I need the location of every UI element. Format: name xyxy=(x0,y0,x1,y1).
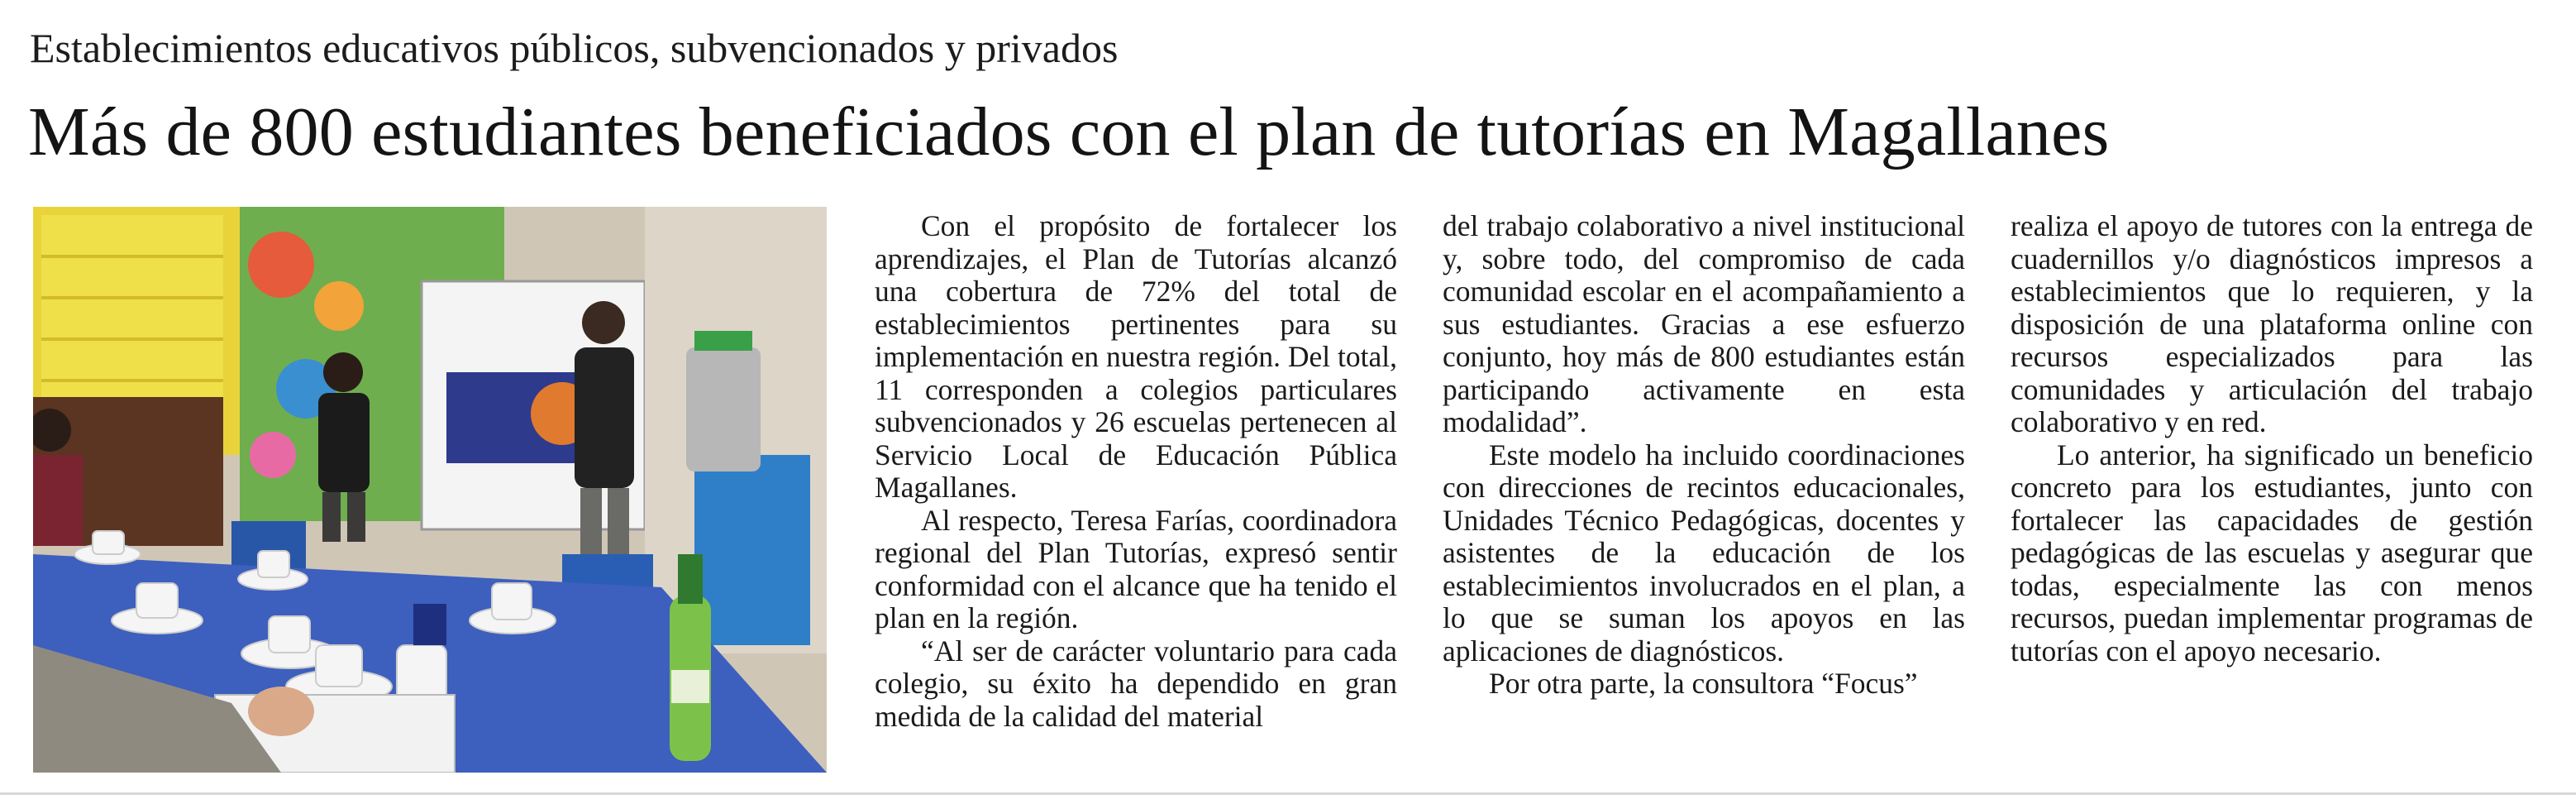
paragraph: realiza el apoyo de tutores con la entrega de cuadernillos y/o diagnósticos impresos a establecimientos que lo requieren, y la disposición de una plataforma online con recursos especializados para las comunidades y articulación del trabajo colaborativo y en red. xyxy=(2011,209,2533,438)
paragraph: Por otra parte, la consultora “Focus” xyxy=(1489,667,1918,700)
bottom-divider xyxy=(0,792,2576,795)
article-column-1 xyxy=(875,210,1397,733)
article-column-2 xyxy=(1443,210,1965,701)
paragraph: Este modelo ha incluido coordinaciones con direcciones de recintos educacionales, Unidades Técnico Pedagógicas, docentes y asistentes de la educación de los establecimientos involucrados en el plan, a lo que se suman los apoyos en las aplicaciones de diagnósticos. xyxy=(1443,438,1965,668)
classroom-photo-icon xyxy=(33,207,827,773)
article-column-3 xyxy=(2011,210,2533,668)
paragraph: “Al ser de carácter voluntario para cada colegio, su éxito ha dependido en gran medida de la calidad del material xyxy=(875,634,1397,733)
paragraph: Lo anterior, ha significado un beneficio concreto para los estudiantes, junto con fortalecer las capacidades de gestión pedagógicas de las escuelas y asegurar que todas, especialmente las con menos recursos, puedan implementar programas de tutorías con el apoyo necesario. xyxy=(2011,438,2533,668)
article-kicker: Establecimientos educativos públicos, subvencionados y privados xyxy=(30,25,1119,71)
paragraph: del trabajo colaborativo a nivel institucional y, sobre todo, del compromiso de cada comunidad escolar en el acompañamiento a sus estudiantes. Gracias a ese esfuerzo conjunto, hoy más de 800 estudiantes están participando activamente en esta modalidad”. xyxy=(1443,209,1965,438)
paragraph: Con el propósito de fortalecer los aprendizajes, el Plan de Tutorías alcanzó una cobertura de 72% del total de establecimientos pertinentes para su implementación en nuestra región. Del total, 11 corresponden a colegios particulares subvencionados y 26 escuelas pertenecen al Servicio Local de Educación Pública Magallanes. xyxy=(875,209,1397,504)
article-headline: Más de 800 estudiantes beneficiados con el plan de tutorías en Magallanes xyxy=(28,93,2110,170)
paragraph: Al respecto, Teresa Farías, coordinadora regional del Plan Tutorías, expresó sentir conformidad con el alcance que ha tenido el plan en la región. xyxy=(875,503,1397,634)
article-photo xyxy=(33,207,827,773)
